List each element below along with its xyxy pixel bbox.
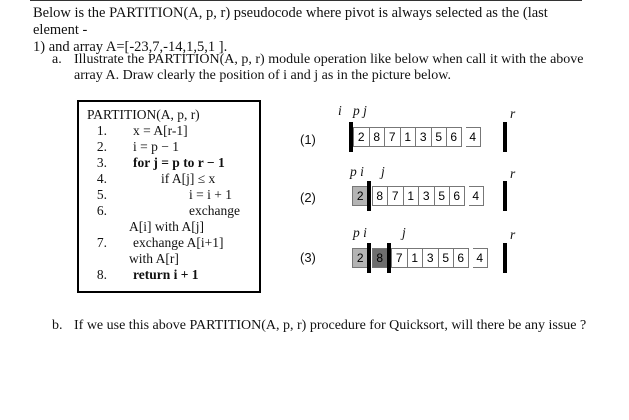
step-2-boundary-pivot [503, 181, 507, 211]
question-b-text: If we use this above PARTITION(A, p, r) procedure for Quicksort, will there be any issue ? [74, 318, 587, 333]
intro-line-2: 1) and array A=[-23,7,-14,1,5,1 ]. [33, 39, 228, 55]
code-line-num: 5. [96, 187, 107, 202]
code-line-num: 6. [96, 203, 107, 218]
array-cell: 7 [391, 248, 407, 268]
code-line-num: 7. [96, 235, 107, 250]
code-line: x = A[r-1] [133, 123, 188, 138]
array-cell: 5 [434, 186, 450, 206]
step-1-pointer-left: i [338, 103, 342, 118]
array-cell: 2 [352, 248, 368, 268]
array-cell: 7 [387, 186, 403, 206]
code-line-num: 4. [96, 171, 107, 186]
pseudocode-box [77, 100, 261, 293]
step-1-boundary-pivot [503, 122, 507, 152]
step-3-boundary-i [367, 243, 371, 273]
question-a-line-2: array A. Draw clearly the position of i and j as in the picture below. [74, 68, 451, 83]
code-line-num: 2. [96, 139, 107, 154]
code-line: if A[j] ≤ x [161, 171, 216, 186]
array-cell-pivot: 4 [466, 127, 482, 147]
array-cell: 8 [372, 186, 388, 206]
question-b-label: b. [52, 318, 63, 333]
array-cell: 8 [369, 127, 385, 147]
step-3-label: (3) [300, 250, 316, 265]
array-cell: 6 [453, 248, 469, 268]
code-line: i = p − 1 [133, 139, 179, 154]
step-3-pointer-right: r [510, 227, 516, 242]
array-cell: 6 [449, 186, 465, 206]
step-2-label: (2) [300, 190, 316, 205]
step-3-pointer-mid: j [402, 225, 406, 240]
code-line: return i + 1 [133, 267, 199, 282]
code-line: exchange A[i+1] [133, 235, 224, 250]
step-1-pointer-right: r [510, 106, 516, 121]
array-cell: 5 [438, 248, 454, 268]
intro-line-1: Below is the PARTITION(A, p, r) pseudocode where pivot is always selected as the (last element - [33, 5, 548, 38]
question-a-line-1: Illustrate the PARTITION(A, p, r) module operation like below when call it with the above [74, 52, 584, 67]
step-2-boundary-i [367, 181, 371, 211]
intro-text [33, 5, 593, 56]
array-cell: 7 [384, 127, 400, 147]
array-cell-pivot: 4 [469, 186, 485, 206]
array-cell: 3 [418, 186, 434, 206]
step-1-pointer-mid: p j [353, 103, 367, 118]
question-a-label: a. [52, 52, 62, 67]
step-1-label: (1) [300, 132, 316, 147]
array-cell: 1 [407, 248, 423, 268]
code-line: A[i] with A[j] [129, 219, 204, 234]
step-3-boundary-j [387, 243, 391, 273]
array-cell: 3 [415, 127, 431, 147]
code-line: exchange [189, 203, 240, 218]
array-cell: 1 [403, 186, 419, 206]
array-cell: 3 [422, 248, 438, 268]
step-3-array [352, 248, 488, 270]
top-rule [30, 0, 582, 1]
pseudocode-title: PARTITION(A, p, r) [87, 107, 200, 122]
array-cell-pivot: 4 [473, 248, 489, 268]
step-2-array [352, 186, 484, 208]
code-line-num: 3. [96, 155, 107, 170]
array-cell: 5 [431, 127, 447, 147]
step-3-boundary-pivot [503, 243, 507, 273]
array-cell: 6 [446, 127, 462, 147]
step-2-pointer-mid: j [381, 164, 385, 179]
question-a-text [74, 52, 594, 84]
code-line: with A[r] [129, 251, 179, 266]
step-1-array [353, 127, 481, 149]
array-cell: 8 [372, 248, 388, 268]
array-cell: 1 [400, 127, 416, 147]
code-line: i = i + 1 [189, 187, 232, 202]
code-line: for j = p to r − 1 [133, 155, 225, 170]
array-cell: 2 [353, 127, 369, 147]
code-line-num: 1. [96, 123, 107, 138]
code-line-num: 8. [96, 267, 107, 282]
step-2-pointer-left: p i [350, 164, 364, 179]
step-3-pointer-left: p i [353, 225, 367, 240]
step-2-pointer-right: r [510, 166, 516, 181]
array-cell: 2 [352, 186, 368, 206]
